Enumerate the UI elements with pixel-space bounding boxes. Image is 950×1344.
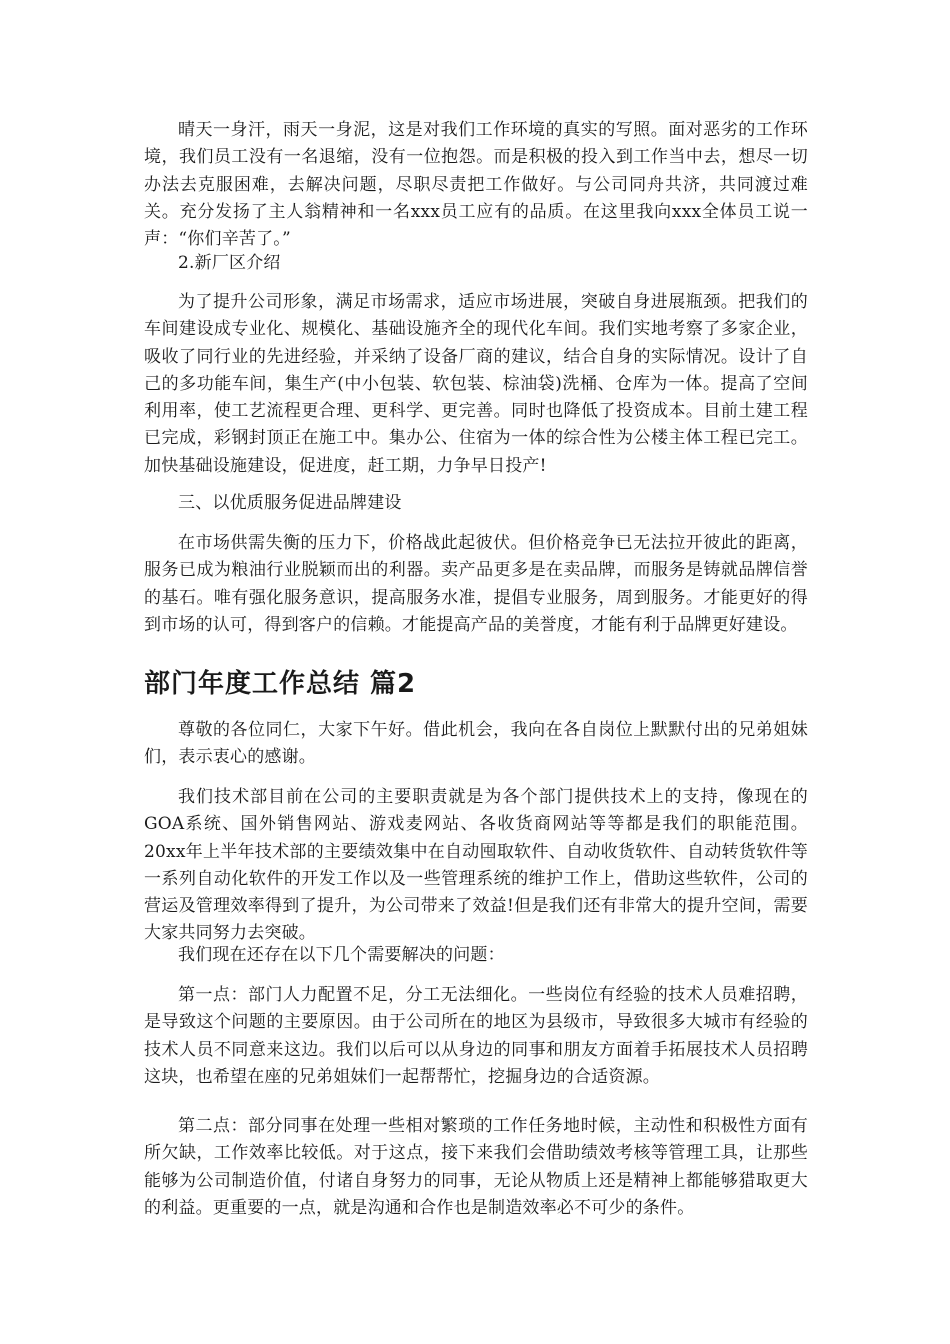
section-title: 部门年度工作总结 篇2 bbox=[144, 669, 417, 699]
paragraph-problems-intro: 我们现在还存在以下几个需要解决的问题： bbox=[178, 945, 505, 965]
subheading-new-plant: 2.新厂区介绍 bbox=[178, 253, 281, 273]
paragraph-greeting: 尊敬的各位同仁，大家下午好。借此机会，我向在各自岗位上默默付出的兄弟姐妹们，表示衷心的感谢。 bbox=[144, 720, 808, 768]
paragraph-point-one: 第一点：部门人力配置不足，分工无法细化。一些岗位有经验的技术人员难招聘，是导致这个问题的主要原因。由于公司所在的地区为县级市，导致很多大城市有经验的技术人员不同意来这边。我们以后可以从身边的同事和朋友方面着手拓展技术人员招聘这块，也希望在座的兄弟姐妹们一起帮帮忙，挖掘身边的合适资源。 bbox=[144, 985, 808, 1087]
paragraph-point-two: 第二点：部分同事在处理一些相对繁琐的工作任务地时候，主动性和积极性方面有所欠缺，工作效率比较低。对于这点，接下来我们会借助绩效考核等管理工具，让那些能够为公司制造价值，付诸自身努力的同事，无论从物质上还是精神上都能够猎取更大的利益。更重要的一点，就是沟通和合作也是制造效率必不可少的条件。 bbox=[144, 1116, 808, 1218]
paragraph-work-environment: 晴天一身汗，雨天一身泥，这是对我们工作环境的真实的写照。面对恶劣的工作环境，我们员工没有一名退缩，没有一位抱怨。而是积极的投入到工作当中去，想尽一切办法去克服困难，去解决问题，尽职尽责把工作做好。与公司同舟共济，共同渡过难关。充分发扬了主人翁精神和一名xxx员工应有的品质。在这里我向xxx全体员工说一声：“你们辛苦了。” bbox=[144, 120, 808, 250]
paragraph-new-plant: 为了提升公司形象，满足市场需求，适应市场进展，突破自身进展瓶颈。把我们的车间建设成专业化、规模化、基础设施齐全的现代化车间。我们实地考察了多家企业，吸收了同行业的先进经验，并采纳了设备厂商的建议，结合自身的实际情况。设计了自己的多功能车间，集生产(中小包装、软包装、棕油袋)洗桶、仓库为一体。提高了空间利用率，使工艺流程更合理、更科学、更完善。同时也降低了投资成本。目前土建工程已完成，彩钢封顶正在施工中。集办公、住宿为一体的综合性为公楼主体工程已完工。加快基础设施建设，促进度，赶工期，力争早日投产! bbox=[144, 292, 808, 476]
paragraph-brand-service: 在市场供需失衡的压力下，价格战此起彼伏。但价格竞争已无法拉开彼此的距离，服务已成为粮油行业脱颖而出的利器。卖产品更多是在卖品牌，而服务是铸就品牌信誉的基石。唯有强化服务意识，提高服务水准，提倡专业服务，周到服务。才能更好的得到市场的认可，得到客户的信赖。才能提高产品的美誉度，才能有利于品牌更好建设。 bbox=[144, 533, 808, 635]
subheading-brand-service: 三、以优质服务促进品牌建设 bbox=[178, 493, 402, 513]
paragraph-tech-duties: 我们技术部目前在公司的主要职责就是为各个部门提供技术上的支持，像现在的GOA系统、国外销售网站、游戏麦网站、各收货商网站等等都是我们的职能范围。20xx年上半年技术部的主要绩效集中在自动囤取软件、自动收货软件、自动转货软件等一系列自动化软件的开发工作以及一些管理系统的维护工作上，借助这些软件，公司的营运及管理效率得到了提升，为公司带来了效益!但是我们还有非常大的提升空间，需要大家共同努力去突破。 bbox=[144, 787, 808, 944]
